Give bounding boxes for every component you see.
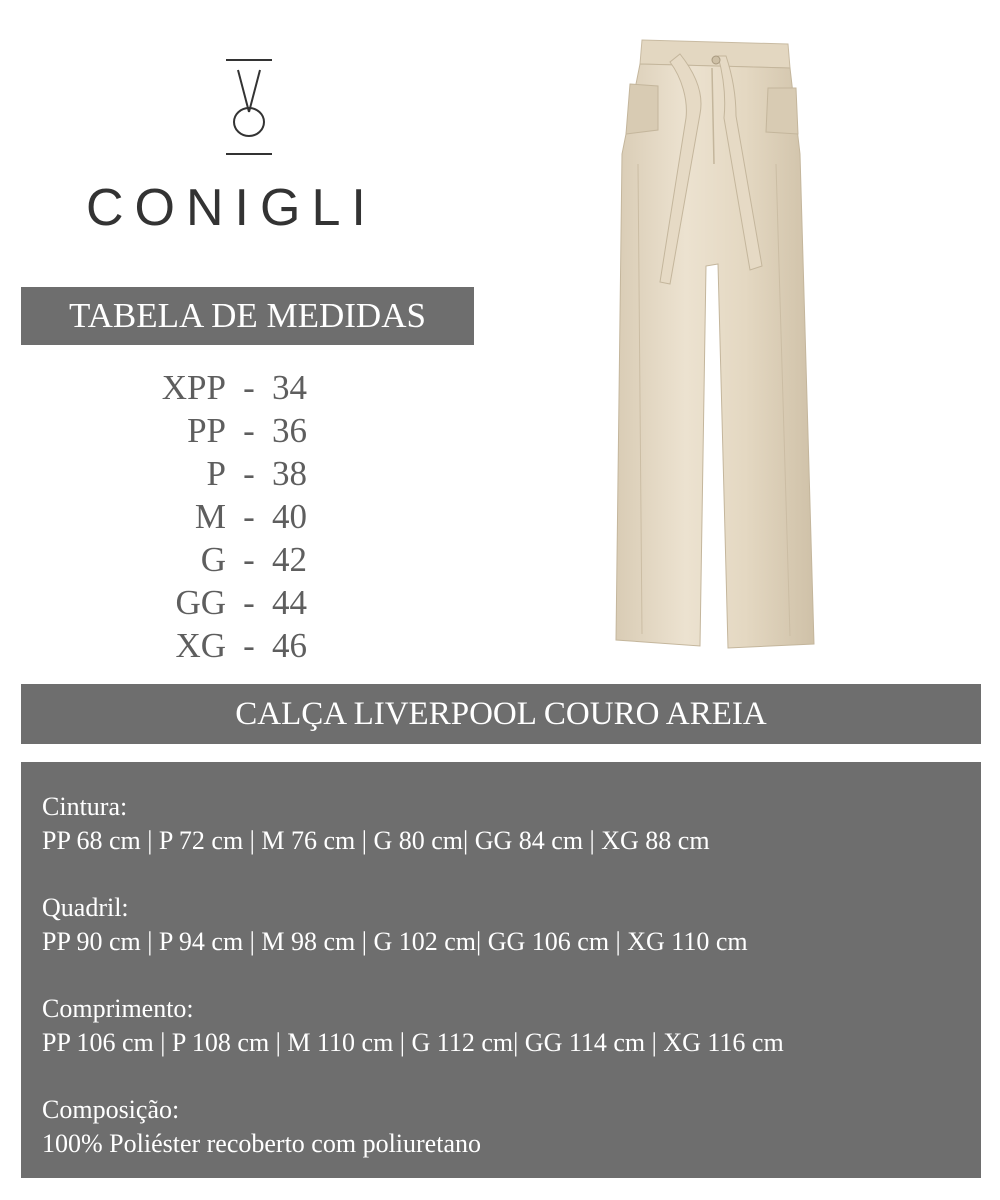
product-details (21, 762, 981, 1178)
detail-value: PP 106 cm | P 108 cm | M 110 cm | G 112 cm| GG 114 cm | XG 116 cm (42, 1028, 784, 1057)
size-separator: - (243, 539, 255, 579)
detail-value: PP 68 cm | P 72 cm | M 76 cm | G 80 cm| GG 84 cm | XG 88 cm (42, 826, 710, 855)
size-separator: - (243, 410, 255, 450)
size-number: 44 (272, 582, 307, 622)
size-number: 34 (272, 367, 307, 407)
size-code: XPP (161, 367, 226, 407)
size-code: GG (175, 582, 226, 622)
size-row (150, 366, 330, 409)
pants-icon (600, 34, 830, 656)
detail-value: PP 90 cm | P 94 cm | M 98 cm | G 102 cm| GG 106 cm | XG 110 cm (42, 927, 748, 956)
size-row (150, 409, 330, 452)
size-code: M (194, 496, 226, 536)
size-number: 42 (272, 539, 307, 579)
size-row (150, 495, 330, 538)
size-row (150, 624, 330, 667)
detail-label: Cintura: (42, 792, 128, 821)
detail-value: 100% Poliéster recoberto com poliuretano (42, 1129, 481, 1158)
size-separator: - (243, 625, 255, 665)
detail-label: Quadril: (42, 893, 129, 922)
size-separator: - (243, 453, 255, 493)
detail-composition (42, 1093, 960, 1161)
size-code: PP (187, 410, 226, 450)
brand-name: CONIGLI (86, 179, 377, 237)
size-code: P (206, 453, 226, 493)
size-row (150, 452, 330, 495)
size-number: 38 (272, 453, 307, 493)
size-table (150, 366, 330, 667)
size-row (150, 538, 330, 581)
size-number: 36 (272, 410, 307, 450)
conigli-logo-icon (224, 58, 274, 156)
size-code: G (200, 539, 226, 579)
size-separator: - (243, 496, 255, 536)
size-code: XG (175, 625, 226, 665)
size-row (150, 581, 330, 624)
detail-waist (42, 790, 960, 858)
detail-hip (42, 891, 960, 959)
size-separator: - (243, 582, 255, 622)
size-number: 46 (272, 625, 307, 665)
size-number: 40 (272, 496, 307, 536)
detail-label: Comprimento: (42, 994, 194, 1023)
size-table-title: TABELA DE MEDIDAS (21, 287, 474, 345)
detail-length (42, 992, 960, 1060)
size-separator: - (243, 367, 255, 407)
product-name: CALÇA LIVERPOOL COURO AREIA (21, 684, 981, 744)
detail-label: Composição: (42, 1095, 180, 1124)
